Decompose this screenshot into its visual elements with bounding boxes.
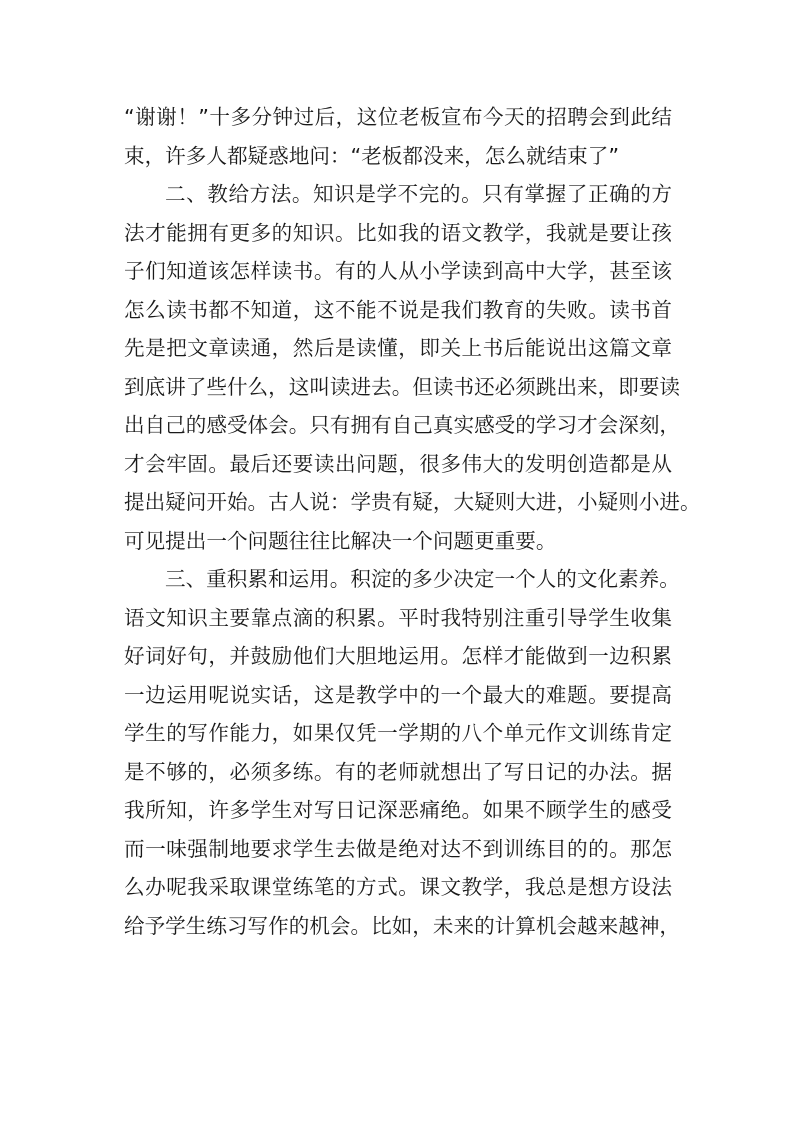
paragraph-heading-line: 三、重积累和运用。积淀的多少决定一个人的文化素养。: [165, 567, 680, 591]
text-line: 子们知道该怎样读书。有的人从小学读到高中大学，甚至该: [124, 259, 672, 283]
body-text: [124, 98, 701, 945]
text-line: 到底讲了些什么，这叫读进去。但读书还必须跳出来，即要读: [124, 374, 681, 399]
text-line: 给予学生练习写作的机会。比如，未来的计算机会越来越神，: [124, 913, 681, 938]
text-line: 么办呢我采取课堂练笔的方式。课文教学，我总是想方设法: [124, 875, 672, 899]
text-line: 出自己的感受体会。只有拥有自己真实感受的学习才会深刻，: [124, 413, 681, 437]
text-line: 好词好句，并鼓励他们大胆地运用。怎样才能做到一边积累: [124, 644, 672, 668]
text-line: 提出疑问开始。古人说：学贵有疑，大疑则大进，小疑则小进。: [124, 490, 701, 514]
text-line: 怎么读书都不知道，这不能不说是我们教育的失败。读书首: [124, 297, 672, 322]
text-line: 而一味强制地要求学生去做是绝对达不到训练目的的。那怎: [124, 836, 672, 861]
paragraph-heading-line: 二、教给方法。知识是学不完的。只有掌握了正确的方: [165, 182, 672, 206]
text-line: 可见提出一个问题往往比解决一个问题更重要。: [124, 528, 557, 553]
text-line: 束，许多人都疑惑地问：“老板都没来，怎么就结束了”: [124, 143, 619, 168]
text-line: 是不够的，必须多练。有的老师就想出了写日记的办法。据: [124, 759, 672, 784]
text-line: 才会牢固。最后还要读出问题，很多伟大的发明创造都是从: [124, 451, 672, 476]
text-line: 语文知识主要靠点滴的积累。平时我特别注重引导学生收集: [124, 605, 672, 630]
text-line: 我所知，许多学生对写日记深恶痛绝。如果不顾学生的感受: [124, 798, 672, 822]
text-line: 学生的写作能力，如果仅凭一学期的八个单元作文训练肯定: [124, 721, 672, 745]
text-line: 先是把文章读通，然后是读懂，即关上书后能说出这篇文章: [124, 336, 672, 360]
text-line: “谢谢！”十多分钟过后，这位老板宣布今天的招聘会到此结: [124, 105, 672, 129]
text-line: 法才能拥有更多的知识。比如我的语文教学，我就是要让孩: [124, 220, 672, 245]
text-line: 一边运用呢说实话，这是教学中的一个最大的难题。要提高: [124, 682, 672, 707]
